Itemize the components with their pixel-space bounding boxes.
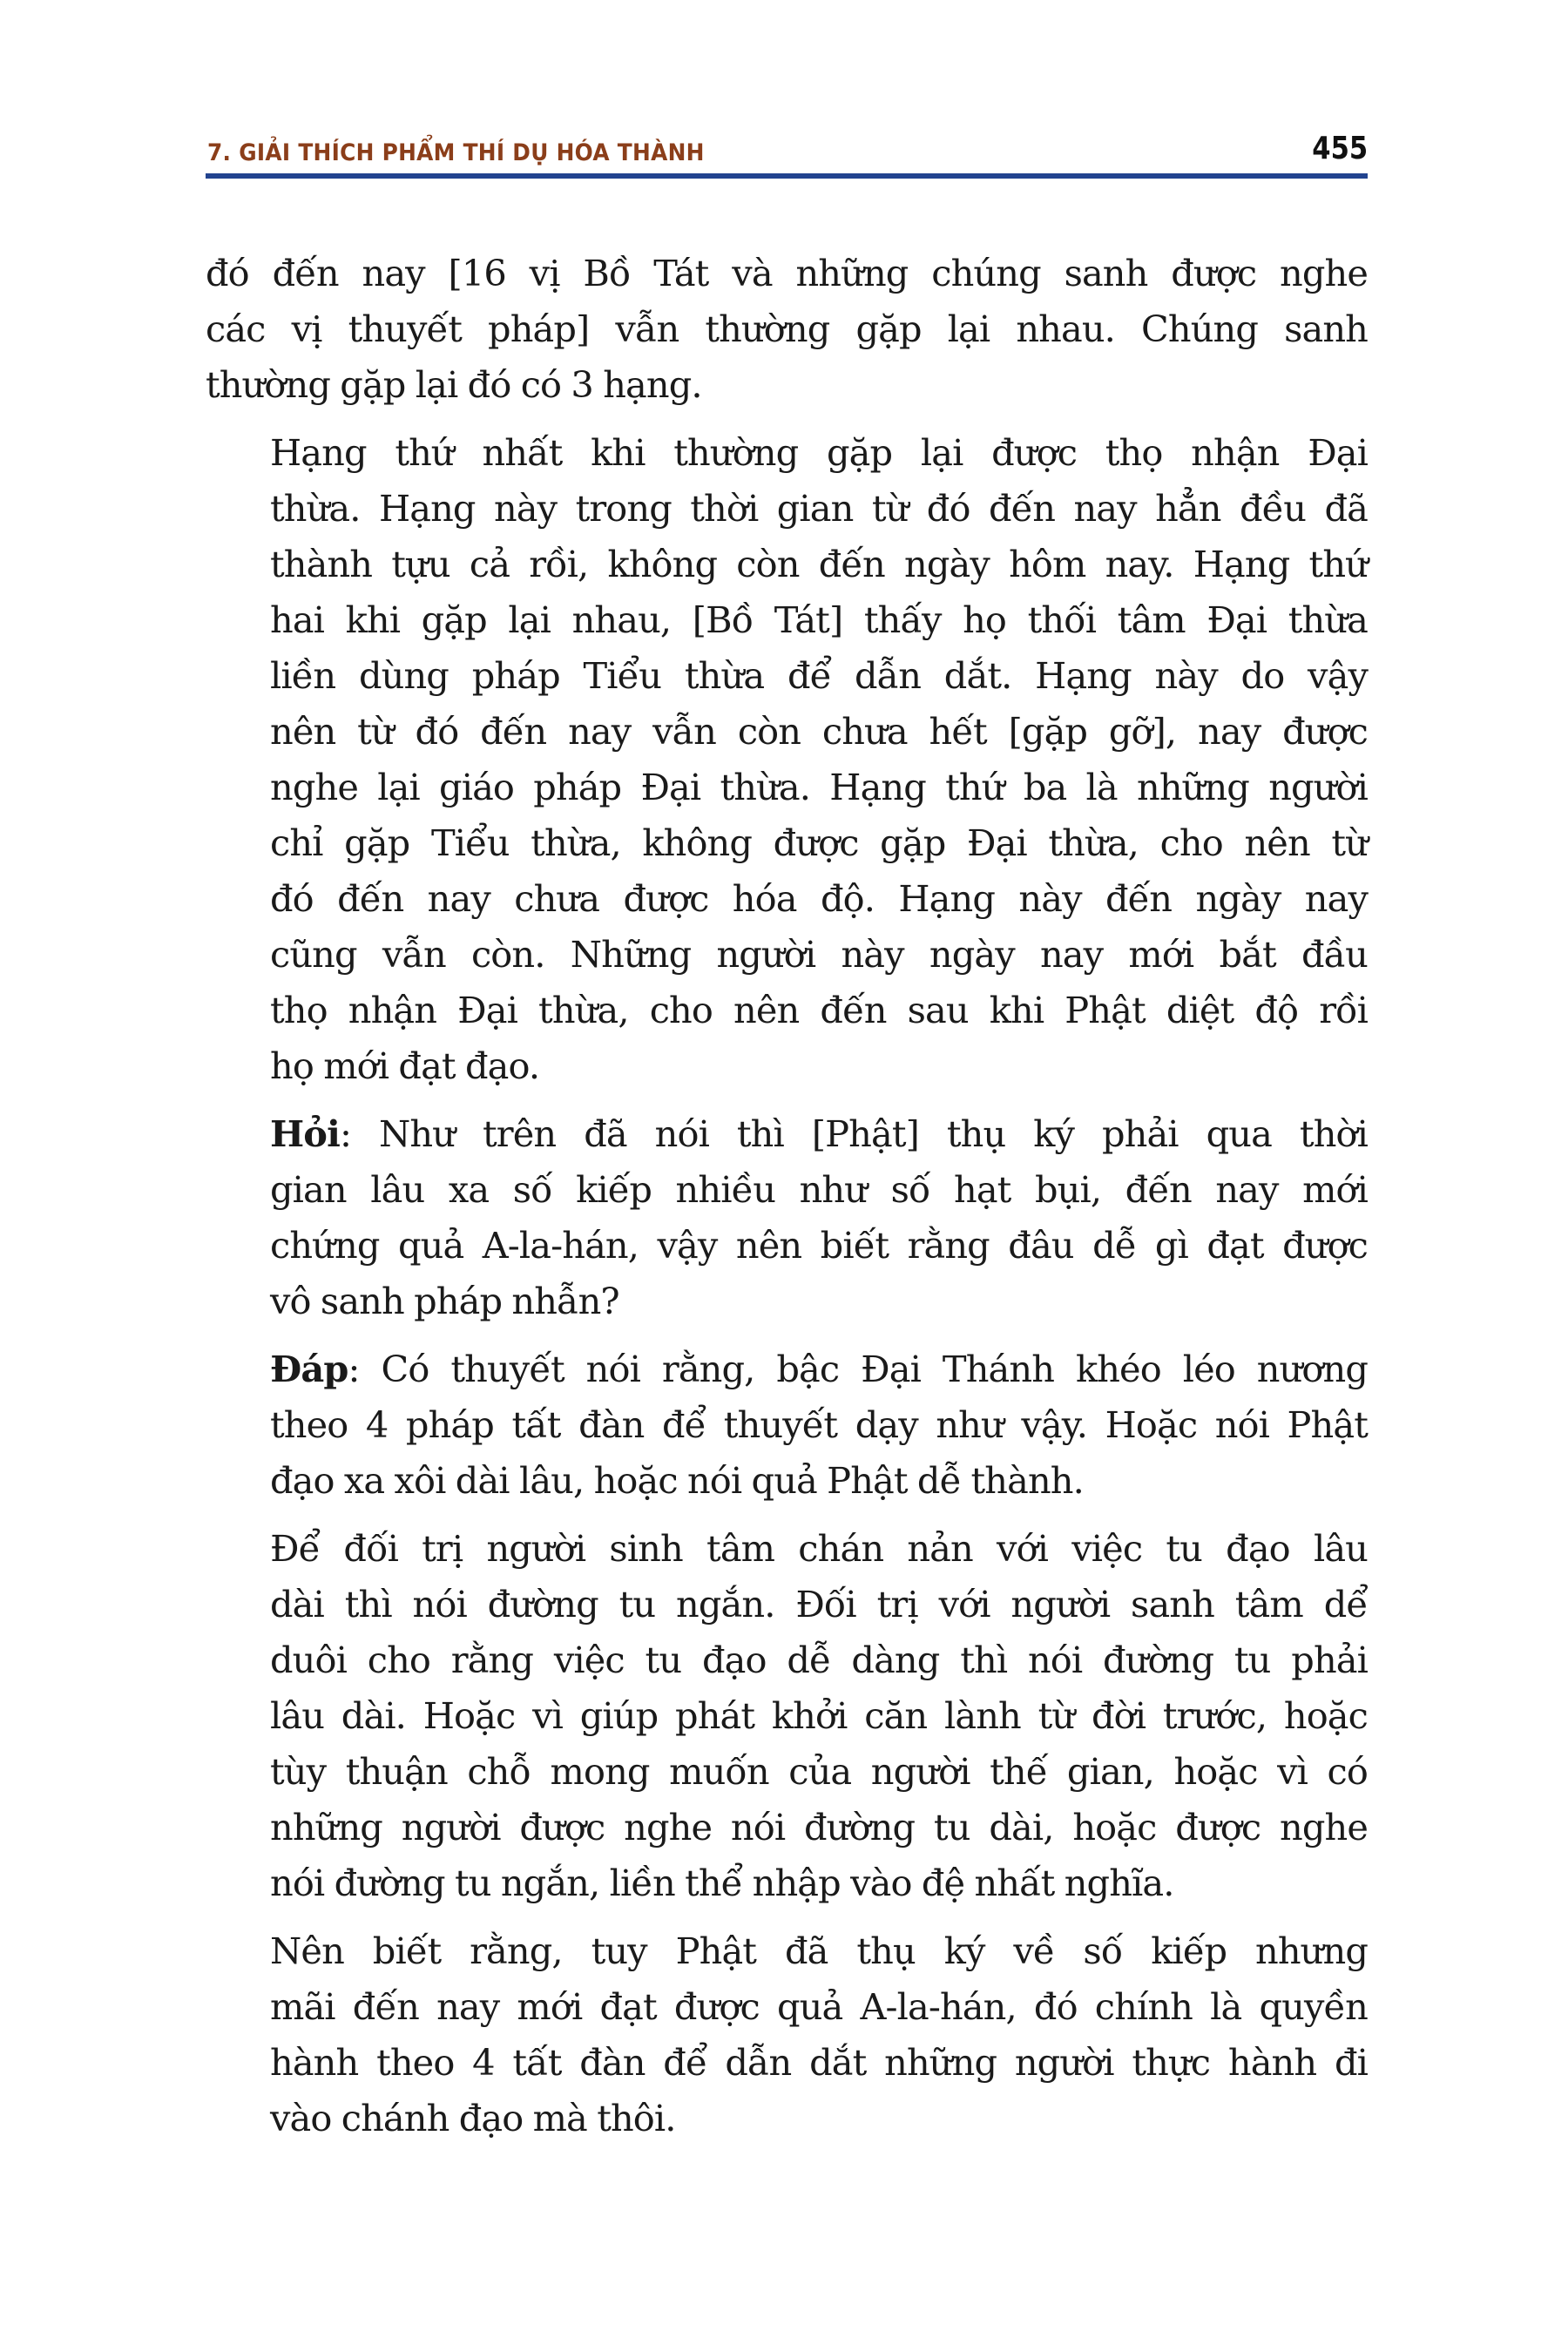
paragraph <box>206 1342 1368 1509</box>
text-line: đó đến nay [16 vị Bồ Tát và những chúng sanh được nghe <box>206 252 1368 294</box>
text-line: nghe lại giáo pháp Đại thừa. Hạng thứ ba là những người <box>270 766 1368 808</box>
lead-text: : Có thuyết nói rằng, bậc Đại Thánh khéo léo nương <box>348 1348 1368 1390</box>
lead-label: Hỏi <box>270 1112 340 1155</box>
text-line: Nên biết rằng, tuy Phật đã thụ ký về số kiếp nhưng <box>270 1930 1368 1972</box>
text-line: hành theo 4 tất đàn để dẫn dắt những người thực hành đi <box>270 2041 1368 2084</box>
text-line: các vị thuyết pháp] vẫn thường gặp lại nhau. Chúng sanh <box>206 308 1368 350</box>
text-line: mãi đến nay mới đạt được quả A-la-hán, đó chính là quyền <box>270 1985 1368 2028</box>
paragraph <box>206 1521 1368 1911</box>
lead-label: Đáp <box>270 1348 348 1390</box>
text-line: chứng quả A-la-hán, vậy nên biết rằng đâu dễ gì đạt được <box>270 1224 1368 1267</box>
text-line <box>206 1106 1368 1162</box>
header-rule <box>206 173 1368 179</box>
text-line: nên từ đó đến nay vẫn còn chưa hết [gặp gỡ], nay được <box>270 710 1368 753</box>
text-line: tùy thuận chỗ mong muốn của người thế gian, hoặc vì có <box>270 1750 1368 1793</box>
paragraph <box>206 1923 1368 2146</box>
text-line: họ mới đạt đạo. <box>270 1044 540 1087</box>
text-line: cũng vẫn còn. Những người này ngày nay mới bắt đầu <box>270 933 1368 976</box>
text-line: đó đến nay chưa được hóa độ. Hạng này đến ngày nay <box>270 877 1368 920</box>
text-line: Hạng thứ nhất khi thường gặp lại được thọ nhận Đại <box>270 431 1368 474</box>
paragraph <box>206 246 1368 413</box>
text-line: hai khi gặp lại nhau, [Bồ Tát] thấy họ thối tâm Đại thừa <box>270 598 1368 641</box>
text-line: gian lâu xa số kiếp nhiều như số hạt bụi, đến nay mới <box>270 1168 1368 1211</box>
text-line: vào chánh đạo mà thôi. <box>270 2097 676 2139</box>
text-line: chỉ gặp Tiểu thừa, không được gặp Đại thừa, cho nên từ <box>270 821 1368 864</box>
text-line: nói đường tu ngắn, liền thể nhập vào đệ nhất nghĩa. <box>270 1862 1174 1904</box>
text-line: đạo xa xôi dài lâu, hoặc nói quả Phật dễ thành. <box>270 1459 1084 1502</box>
text-line: thừa. Hạng này trong thời gian từ đó đến nay hẳn đều đã <box>270 487 1368 530</box>
text-line: thường gặp lại đó có 3 hạng. <box>206 363 702 406</box>
page-number: 455 <box>1312 131 1368 166</box>
text-line: thành tựu cả rồi, không còn đến ngày hôm nay. Hạng thứ <box>270 543 1368 585</box>
text-line: Để đối trị người sinh tâm chán nản với việc tu đạo lâu <box>270 1527 1368 1570</box>
paragraph <box>206 425 1368 1094</box>
text-line <box>206 1342 1368 1397</box>
text-line: duôi cho rằng việc tu đạo dễ dàng thì nói đường tu phải <box>270 1639 1368 1681</box>
text-line: thọ nhận Đại thừa, cho nên đến sau khi Phật diệt độ rồi <box>270 989 1368 1031</box>
text-line: liền dùng pháp Tiểu thừa để dẫn dắt. Hạng này do vậy <box>270 654 1368 697</box>
chapter-title: 7. GIẢI THÍCH PHẨM THÍ DỤ HÓA THÀNH <box>207 139 705 166</box>
page-body <box>206 246 1368 2159</box>
text-line: lâu dài. Hoặc vì giúp phát khởi căn lành từ đời trước, hoặc <box>270 1694 1368 1737</box>
text-line: dài thì nói đường tu ngắn. Đối trị với người sanh tâm dể <box>270 1583 1368 1625</box>
lead-text: : Như trên đã nói thì [Phật] thụ ký phải qua thời <box>339 1112 1368 1155</box>
paragraph <box>206 1106 1368 1329</box>
text-line: những người được nghe nói đường tu dài, hoặc được nghe <box>270 1806 1368 1848</box>
text-line: theo 4 pháp tất đàn để thuyết dạy như vậy. Hoặc nói Phật <box>270 1403 1368 1446</box>
text-line: vô sanh pháp nhẫn? <box>270 1280 619 1322</box>
